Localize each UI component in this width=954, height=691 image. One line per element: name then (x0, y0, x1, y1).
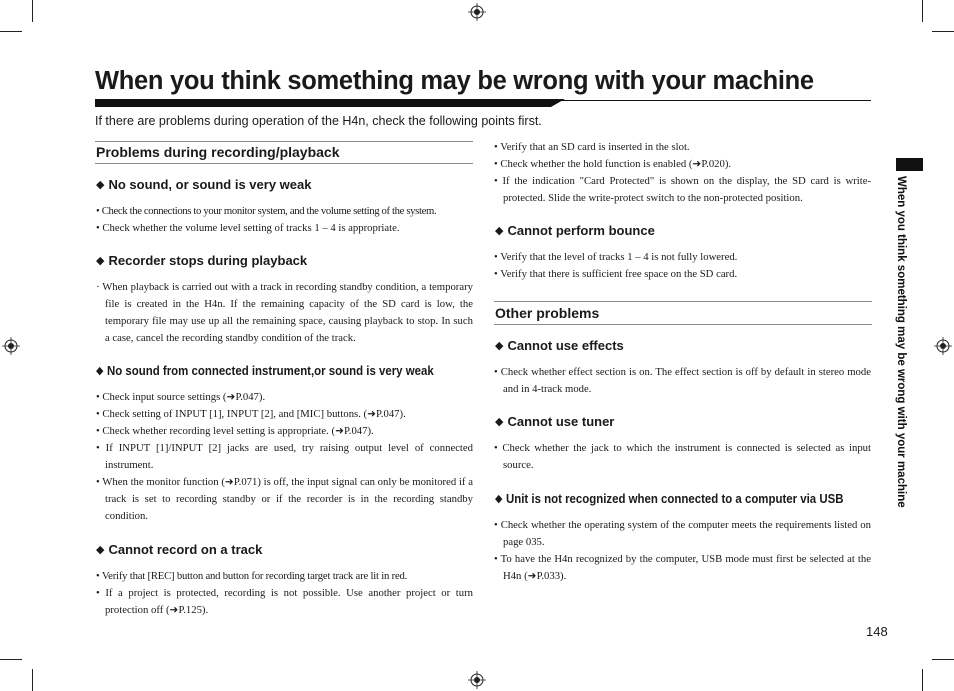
crop-mark (922, 0, 923, 22)
diamond-bullet-icon: ◆ (495, 416, 504, 428)
list-item: • Check whether the operating system of the computer meets the requirements listed on page 035. (494, 519, 871, 548)
list-item: • Check whether recording level setting is appropriate. (➜P.047). (96, 425, 374, 437)
diamond-bullet-icon: ◆ (96, 255, 105, 267)
subheading-cannot-bounce (495, 223, 655, 238)
subheading-recorder-stops (96, 253, 307, 268)
title-bar (95, 99, 565, 107)
subheading-text: Cannot use effects (507, 338, 624, 353)
section-rule (494, 301, 872, 302)
registration-mark-icon (934, 337, 952, 355)
crop-mark (932, 31, 954, 32)
list-item: • Check whether the jack to which the instrument is connected is selected as input source. (494, 442, 871, 471)
subheading-no-sound-instrument (96, 363, 434, 378)
list-cannot-use-effects (494, 364, 871, 398)
page-title: When you think something may be wrong with your machine (95, 67, 814, 95)
registration-mark-icon (468, 671, 486, 689)
subheading-usb-not-recognized (495, 491, 844, 506)
section-rule (95, 163, 473, 164)
list-item: · When playback is carried out with a track in recording standby condition, a temporary file is created in the H4n. If the remaining capacity of the SD card is low, the temporary file may use up all the remaining space, causing playback to stop. In such a case, cancel the recording standby condition of the track. (96, 281, 473, 344)
subheading-cannot-use-tuner (495, 414, 614, 429)
registration-mark-icon (2, 337, 20, 355)
crop-mark (932, 659, 954, 660)
diamond-bullet-icon: ◆ (96, 544, 105, 556)
subheading-no-sound (96, 177, 311, 192)
side-tab (896, 158, 923, 171)
subheading-text: Cannot perform bounce (507, 223, 655, 238)
list-cannot-use-tuner (494, 440, 871, 474)
subheading-text: Cannot record on a track (108, 542, 263, 557)
list-no-sound-instrument (96, 389, 473, 525)
list-cannot-bounce (494, 249, 871, 283)
paragraph-recorder-stops (96, 279, 473, 347)
list-item: • Check whether effect section is on. The effect section is off by default in stereo mode and in 4-track mode. (494, 366, 871, 395)
subheading-text: No sound, or sound is very weak (108, 177, 312, 192)
page-number: 148 (866, 624, 888, 639)
list-item: • Check setting of INPUT [1], INPUT [2], and [MIC] buttons. (➜P.047). (96, 408, 406, 420)
registration-mark-icon (468, 3, 486, 21)
crop-mark (922, 669, 923, 691)
subheading-text: Unit is not recognized when connected to a computer via USB (505, 491, 844, 506)
subheading-text: Cannot use tuner (507, 414, 615, 429)
list-item: • Verify that there is sufficient free space on the SD card. (494, 268, 738, 280)
list-item: • If a project is protected, recording is not possible. Use another project or turn protection off (➜P.125). (96, 587, 473, 616)
section-title-recording-playback: Problems during recording/playback (96, 144, 340, 160)
list-item: • Check whether the hold function is enabled (➜P.020). (494, 158, 732, 170)
crop-mark (0, 31, 22, 32)
intro-text: If there are problems during operation of the H4n, check the following points first. (95, 114, 542, 128)
diamond-bullet-icon: ◆ (96, 179, 105, 191)
list-item: • If INPUT [1]/INPUT [2] jacks are used, try raising output level of connected instrument. (96, 442, 473, 471)
list-item: • Verify that an SD card is inserted in the slot. (494, 141, 690, 153)
subheading-cannot-use-effects (495, 338, 624, 353)
diamond-bullet-icon: ◆ (495, 225, 504, 237)
crop-mark (32, 0, 33, 22)
crop-mark (0, 659, 22, 660)
subheading-cannot-record (96, 542, 262, 557)
list-item: • Verify that the level of tracks 1 – 4 is not fully lowered. (494, 251, 738, 263)
list-item: • Verify that [REC] button and button for recording target track are lit in red. (96, 570, 408, 582)
list-item: • To have the H4n recognized by the computer, USB mode must first be selected at the H4n (➜P.033). (494, 553, 871, 582)
section-rule (95, 141, 473, 142)
list-item: • Check the connections to your monitor system, and the volume setting of the system. (96, 205, 437, 217)
diamond-bullet-icon: ◆ (495, 340, 504, 352)
list-sd-card (494, 139, 871, 207)
subheading-text: Recorder stops during playback (108, 253, 308, 268)
crop-mark (32, 669, 33, 691)
list-item: • Check whether the volume level setting of tracks 1 – 4 is appropriate. (96, 222, 400, 234)
section-rule (494, 324, 872, 325)
list-cannot-record (96, 568, 473, 619)
subheading-text: No sound from connected instrument,or sound is very weak (106, 363, 434, 378)
list-item: • When the monitor function (➜P.071) is off, the input signal can only be monitored if a track is set to recording standby or if the recorder is in the recording standby condition. (96, 476, 473, 522)
diamond-bullet-icon: ◆ (495, 493, 503, 505)
diamond-bullet-icon: ◆ (96, 365, 104, 377)
list-no-sound (96, 203, 473, 237)
list-item: • Check input source settings (➜P.047). (96, 391, 266, 403)
list-usb-not-recognized (494, 517, 871, 585)
section-title-other-problems: Other problems (495, 305, 600, 321)
side-label: When you think something may be wrong with your machine (895, 176, 907, 508)
list-item: • If the indication "Card Protected" is shown on the display, the SD card is write-protected. Slide the write-protect switch to the non-protected position. (494, 175, 871, 204)
